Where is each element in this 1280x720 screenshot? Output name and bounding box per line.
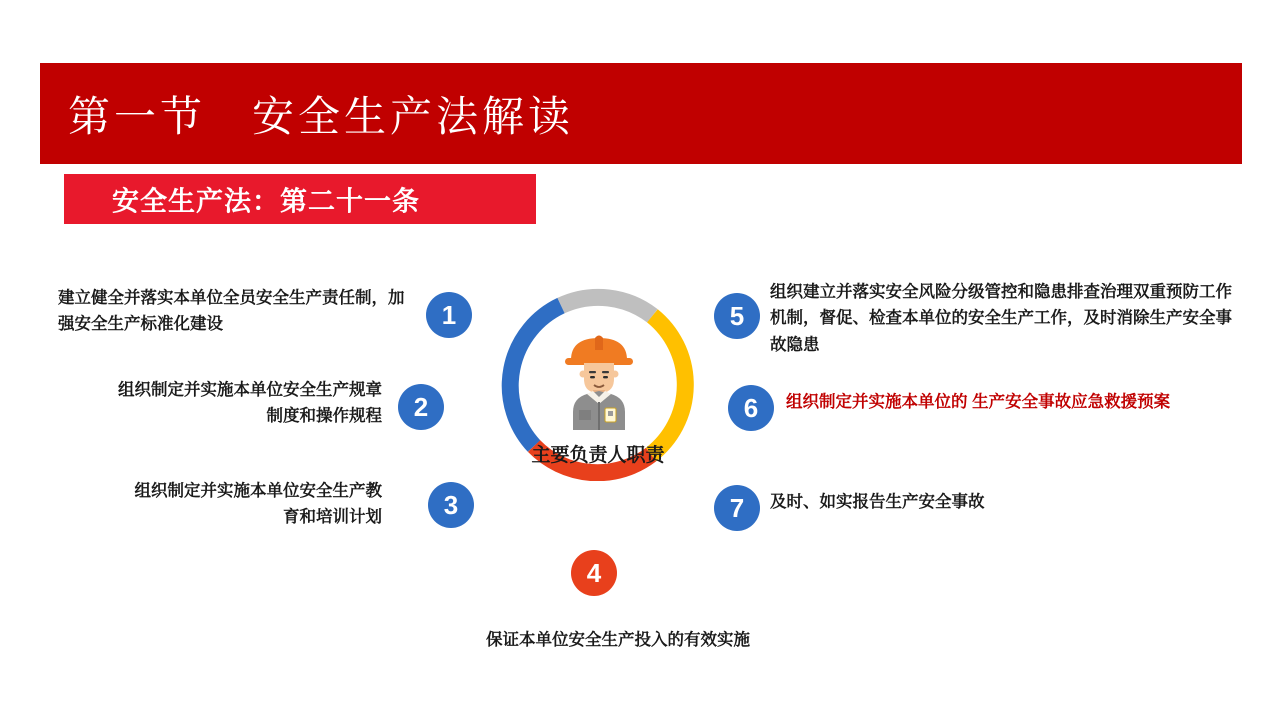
duty-text-1: 建立健全并落实本单位全员安全生产责任制，加强安全生产标准化建设 xyxy=(58,289,405,333)
duty-text-3: 组织制定并实施本单位安全生产教育和培训计划 xyxy=(134,482,382,526)
worker-with-helmet-icon xyxy=(551,330,647,430)
ring-segment-right-yellow xyxy=(651,316,685,455)
subtitle-bar xyxy=(64,174,536,224)
subtitle-label: 安全生产法：第二十一条 xyxy=(112,186,420,217)
badge-number-3: 3 xyxy=(428,482,474,528)
duty-text-4: 保证本单位安全生产投入的有效实施 xyxy=(486,631,750,649)
center-label: 主要负责人职责 xyxy=(531,445,665,466)
badge-number-6: 6 xyxy=(728,385,774,431)
badge-number-4: 4 xyxy=(571,550,617,596)
page-title: 第一节 安全生产法解读 xyxy=(68,91,575,141)
section-title-bar xyxy=(40,63,1242,164)
duty-text-6: 组织制定并实施本单位的 生产安全事故应急救援预案 xyxy=(786,393,1171,411)
ring-segment-top-gray xyxy=(561,297,652,315)
badge-number-5: 5 xyxy=(714,293,760,339)
duty-text-2: 组织制定并实施本单位安全生产规章制度和操作规程 xyxy=(118,381,382,425)
badge-number-7: 7 xyxy=(714,485,760,531)
badge-number-2: 2 xyxy=(398,384,444,430)
duty-text-5: 组织建立并落实安全风险分级管控和隐患排查治理双重预防工作机制，督促、检查本单位的安全生产工作，及时消除生产安全事故隐患 xyxy=(770,283,1232,354)
badge-number-1: 1 xyxy=(426,292,472,338)
duty-text-7: 及时、如实报告生产安全事故 xyxy=(770,493,985,511)
